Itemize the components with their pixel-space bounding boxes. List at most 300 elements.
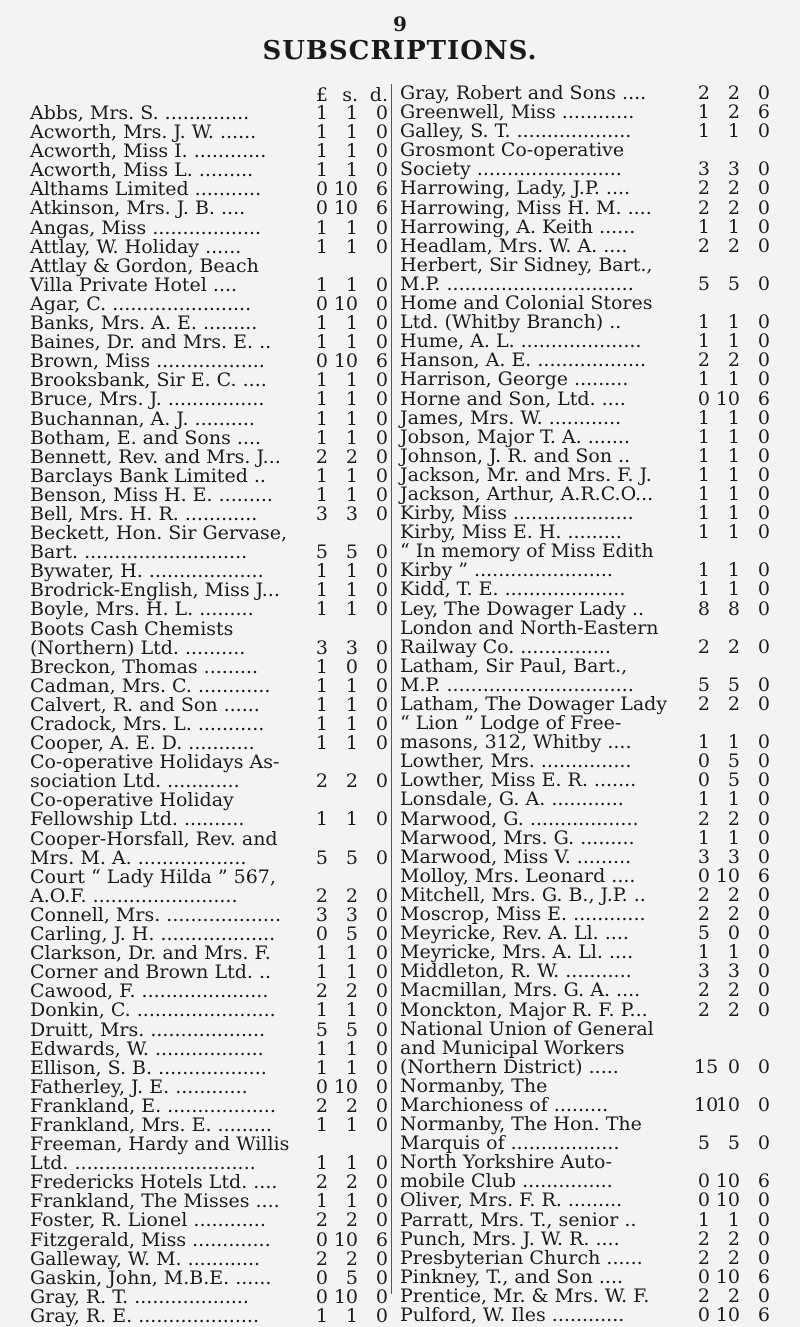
pounds-amount: 0 xyxy=(315,1228,328,1251)
subscriber-name: Carling, J. H. ................... xyxy=(30,923,276,946)
shillings-amount: 10 xyxy=(333,292,358,315)
pounds-amount: 1 xyxy=(315,1113,328,1136)
pence-amount: 0 xyxy=(375,426,388,449)
pounds-amount: 5 xyxy=(697,1132,710,1155)
subscriber-name: Fredericks Hotels Ltd. .... xyxy=(30,1171,278,1194)
subscriber-name: Fatherley, J. E. ............ xyxy=(30,1075,248,1098)
shillings-amount: 1 xyxy=(345,121,358,144)
pounds-amount: 1 xyxy=(697,502,710,525)
subscriber-name: Atkinson, Mrs. J. B. .... xyxy=(30,197,246,220)
subscriber-name: Lowther, Miss E. R. ....... xyxy=(400,769,637,792)
subscription-row xyxy=(400,387,770,410)
pence-amount: 0 xyxy=(375,292,388,315)
shillings-amount: 1 xyxy=(345,312,358,335)
subscription-row xyxy=(30,1037,388,1060)
shillings-amount: 1 xyxy=(345,713,358,735)
shillings-amount: 1 xyxy=(727,215,740,238)
subscription-row xyxy=(30,254,388,296)
subscriber-name: James, Mrs. W. ............ xyxy=(400,406,622,429)
pounds-amount: 5 xyxy=(315,846,328,869)
shillings-amount: 1 xyxy=(727,311,740,334)
subscription-row xyxy=(30,827,388,869)
pounds-amount: 10 xyxy=(694,1093,719,1116)
subscriber-name: Normanby, The Hon. The Marquis of .................. xyxy=(400,1113,642,1155)
pounds-amount: 0 xyxy=(315,1266,328,1289)
pounds-amount: 1 xyxy=(315,1037,328,1060)
pence-amount: 0 xyxy=(757,998,770,1021)
pence-amount: 0 xyxy=(375,961,388,984)
pence-amount: 6 xyxy=(757,1304,770,1326)
subscription-row xyxy=(400,406,770,429)
subscriber-name: Grosmont Co-operative Society ........................ xyxy=(400,139,625,181)
pounds-amount: 1 xyxy=(315,1190,328,1213)
shillings-amount: 2 xyxy=(727,1227,740,1250)
subscription-row xyxy=(400,1115,770,1153)
subscription-row xyxy=(30,1135,388,1173)
pounds-amount: 2 xyxy=(315,980,328,1003)
pence-amount: 0 xyxy=(757,826,770,849)
pence-amount: 0 xyxy=(757,1227,770,1250)
subscriber-name: Harrowing, Miss H. M. .... xyxy=(400,196,652,219)
subscriber-name: Kidd, T. E. .................... xyxy=(400,578,626,601)
subscriber-name: Ley, The Dowager Lady .. xyxy=(400,597,645,620)
pence-amount: 0 xyxy=(757,922,770,945)
pence-amount: 0 xyxy=(757,769,770,792)
subscriber-name: Harrowing, Lady, J.P. .... xyxy=(400,177,631,200)
subscriber-name: Althams Limited ........... xyxy=(30,178,262,201)
subscriber-name: Brown, Miss .................. xyxy=(30,350,265,373)
subscriber-name: Boots Cash Chemists (Northern) Ltd. .......... xyxy=(30,617,246,659)
pence-amount: 0 xyxy=(375,1113,388,1136)
pence-amount: 0 xyxy=(375,216,388,239)
shillings-amount: 1 xyxy=(727,406,740,429)
shillings-amount: 1 xyxy=(345,483,358,506)
shillings-amount: 0 xyxy=(727,922,740,945)
pence-amount: 6 xyxy=(757,1265,770,1288)
pence-amount: 0 xyxy=(757,158,770,181)
pence-amount: 0 xyxy=(757,521,770,544)
subscriber-name: Foster, R. Lionel ............ xyxy=(30,1209,266,1232)
shillings-amount: 1 xyxy=(727,941,740,964)
pounds-amount: 1 xyxy=(315,235,328,258)
subscription-row xyxy=(400,294,770,332)
pounds-amount: 1 xyxy=(315,312,328,335)
subscriber-name: Freeman, Hardy and Willis Ltd. .............................. xyxy=(30,1133,290,1175)
pounds-amount: 2 xyxy=(697,1246,710,1269)
subscriber-name: Lonsdale, G. A. ............ xyxy=(400,788,624,811)
shillings-amount: 5 xyxy=(345,923,358,946)
subscriber-name: “ In memory of Miss Edith Kirby ” ....................... xyxy=(400,540,654,582)
shillings-amount: 3 xyxy=(345,502,358,525)
subscriber-name: Kirby, Miss .................... xyxy=(400,502,634,525)
pence-amount: 0 xyxy=(375,579,388,602)
subscription-row xyxy=(30,655,388,678)
shillings-amount: 1 xyxy=(345,407,358,430)
shillings-amount: 0 xyxy=(727,1055,740,1078)
pounds-amount: 3 xyxy=(315,636,328,659)
pence-amount: 0 xyxy=(375,312,388,335)
pence-amount: 0 xyxy=(757,1189,770,1212)
pounds-amount: 1 xyxy=(315,483,328,506)
subscriber-name: Lowther, Mrs. ............... xyxy=(400,750,632,773)
subscriber-name: Harrowing, A. Keith ...... xyxy=(400,215,636,238)
subscription-row xyxy=(400,370,770,389)
pence-amount: 0 xyxy=(757,941,770,964)
pounds-amount: 0 xyxy=(697,387,710,410)
subscription-row xyxy=(400,807,770,830)
pence-amount: 6 xyxy=(375,1228,388,1251)
subscriber-name: Marwood, G. .................. xyxy=(400,807,639,830)
shillings-amount: 10 xyxy=(715,1189,740,1212)
subscription-row xyxy=(400,654,770,696)
pence-amount: 6 xyxy=(757,1170,770,1193)
shillings-amount: 1 xyxy=(345,1113,358,1136)
subscriber-name: Court “ Lady Hilda ” 567, A.O.F. ........................ xyxy=(30,865,276,907)
pence-amount: 0 xyxy=(757,120,770,143)
shillings-amount: 1 xyxy=(727,788,740,811)
pence-amount: 0 xyxy=(375,1209,388,1232)
shillings-amount: 2 xyxy=(345,770,358,793)
pounds-amount: 2 xyxy=(315,884,328,907)
pounds-amount: 1 xyxy=(315,102,328,124)
pence-amount: 0 xyxy=(757,979,770,1002)
subscription-row xyxy=(400,1306,770,1325)
pounds-amount: 0 xyxy=(697,864,710,887)
shillings-amount: 2 xyxy=(345,884,358,907)
pounds-amount: 3 xyxy=(697,960,710,983)
subscription-row xyxy=(30,1247,388,1270)
subscription-row xyxy=(30,753,388,791)
pounds-amount: 1 xyxy=(315,407,328,430)
pence-amount: 0 xyxy=(375,923,388,946)
pounds-amount: 1 xyxy=(315,674,328,697)
right-subscription-list xyxy=(400,84,770,1325)
pounds-amount: 0 xyxy=(315,197,328,220)
column-divider xyxy=(391,84,392,1294)
shillings-amount: 1 xyxy=(345,235,358,258)
shillings-amount: 1 xyxy=(727,502,740,525)
subscription-row xyxy=(400,1208,770,1231)
subscriber-name: Acworth, Miss L. ......... xyxy=(30,159,254,182)
pence-amount: 0 xyxy=(375,407,388,430)
subscription-row xyxy=(30,617,388,659)
pounds-amount: 2 xyxy=(315,445,328,468)
pence-amount: 0 xyxy=(757,1284,770,1307)
subscriber-name: Corner and Brown Ltd. .. xyxy=(30,961,272,984)
pence-amount: 0 xyxy=(757,597,770,620)
pence-amount: 0 xyxy=(375,980,388,1003)
subscription-row xyxy=(30,464,388,487)
shillings-amount: 1 xyxy=(727,826,740,849)
pounds-amount: 1 xyxy=(697,425,710,448)
pounds-amount: 5 xyxy=(315,1018,328,1041)
pounds-amount: 0 xyxy=(697,1265,710,1288)
shillings-amount: 1 xyxy=(345,1152,358,1175)
pence-amount: 0 xyxy=(375,1285,388,1308)
pence-amount: 0 xyxy=(375,159,388,182)
subscriber-name: Oliver, Mrs. F. R. ......... xyxy=(400,1189,623,1212)
subscription-row xyxy=(400,580,770,599)
subscription-row xyxy=(30,1285,388,1308)
subscription-row xyxy=(400,1017,770,1078)
subscriber-name: Mitchell, Mrs. G. B., J.P. .. xyxy=(400,883,646,906)
subscriber-name: Breckon, Thomas ......... xyxy=(30,655,259,678)
pence-amount: 0 xyxy=(757,502,770,525)
subscriber-name: Ellison, S. B. .................. xyxy=(30,1056,267,1079)
shillings-amount: 10 xyxy=(715,387,740,410)
subscription-row xyxy=(30,426,388,449)
subscriber-name: Headlam, Mrs. W. A. .... xyxy=(400,234,628,257)
pounds-amount: 1 xyxy=(315,1056,328,1079)
left-subscriptions-column xyxy=(30,84,388,1326)
subscription-row xyxy=(400,444,770,467)
subscriber-name: Co-operative Holidays As- sociation Ltd. ............ xyxy=(30,751,280,793)
pounds-amount: 2 xyxy=(697,82,710,104)
shillings-amount: 1 xyxy=(345,598,358,621)
subscriber-name: Prentice, Mr. & Mrs. W. F. xyxy=(400,1284,650,1307)
subscriber-name: Abbs, Mrs. S. .............. xyxy=(30,102,250,124)
shillings-amount: 2 xyxy=(727,635,740,658)
shillings-amount: 1 xyxy=(345,464,358,487)
page-title: SUBSCRIPTIONS. xyxy=(262,36,538,66)
pence-amount: 0 xyxy=(757,578,770,601)
pence-amount: 0 xyxy=(757,883,770,906)
subscription-row xyxy=(400,998,770,1021)
pounds-amount: 2 xyxy=(315,1247,328,1270)
subscriber-name: Acworth, Miss I. ............ xyxy=(30,140,267,163)
subscription-row xyxy=(30,1001,388,1020)
pounds-amount: 1 xyxy=(315,961,328,984)
pounds-amount: 2 xyxy=(697,177,710,200)
subscription-row xyxy=(400,1284,770,1307)
subscriber-name: Harrison, George ......... xyxy=(400,368,629,391)
subscription-row xyxy=(400,253,770,295)
shillings-amount: 1 xyxy=(345,693,358,716)
subscriber-name: Pinkney, T., and Son .... xyxy=(400,1265,624,1288)
shillings-amount: 1 xyxy=(345,1056,358,1079)
pence-amount: 0 xyxy=(757,215,770,238)
pounds-amount: 1 xyxy=(315,999,328,1022)
shillings-amount: 1 xyxy=(345,942,358,965)
pounds-amount: 1 xyxy=(315,140,328,163)
subscriber-name: Johnson, J. R. and Son .. xyxy=(400,444,631,467)
pence-amount: 0 xyxy=(375,1304,388,1327)
pounds-amount: 3 xyxy=(697,845,710,868)
pence-amount: 0 xyxy=(375,732,388,755)
pounds-amount: 1 xyxy=(697,463,710,486)
pence-amount: 0 xyxy=(375,502,388,525)
pounds-amount: 1 xyxy=(697,101,710,124)
pounds-amount: 0 xyxy=(697,750,710,773)
pounds-amount: 1 xyxy=(315,579,328,602)
pence-amount: 0 xyxy=(375,1018,388,1041)
subscriber-name: Home and Colonial Stores Ltd. (Whitby Branch) .. xyxy=(400,292,653,334)
pounds-amount: 1 xyxy=(697,120,710,143)
shillings-amount: 1 xyxy=(345,1304,358,1327)
subscriber-name: Latham, Sir Paul, Bart., M.P. ............................... xyxy=(400,654,634,696)
subscriber-name: Hume, A. L. .................... xyxy=(400,330,642,353)
pence-amount: 0 xyxy=(375,636,388,659)
shillings-amount: 10 xyxy=(715,1304,740,1326)
pence-amount: 6 xyxy=(375,178,388,201)
shillings-amount: 2 xyxy=(727,82,740,104)
subscriber-name: Jobson, Major T. A. ....... xyxy=(400,425,630,448)
subscription-row xyxy=(400,1153,770,1191)
shillings-amount: 1 xyxy=(727,521,740,544)
pounds-amount: 1 xyxy=(697,559,710,582)
pounds-amount: 2 xyxy=(697,1284,710,1307)
pence-amount: 0 xyxy=(375,464,388,487)
pounds-amount: 1 xyxy=(697,215,710,238)
shillings-amount: 5 xyxy=(345,1018,358,1041)
shillings-amount: 2 xyxy=(727,807,740,830)
shillings-amount: 2 xyxy=(727,903,740,926)
shillings-amount: 2 xyxy=(727,883,740,906)
pounds-amount: 0 xyxy=(697,1304,710,1326)
subscriber-name: Beckett, Hon. Sir Gervase, Bart. ........................... xyxy=(30,522,288,564)
shillings-amount: 2 xyxy=(345,1094,358,1117)
pence-amount: 0 xyxy=(757,635,770,658)
subscription-row xyxy=(400,597,770,620)
shillings-amount: 2 xyxy=(727,234,740,257)
pounds-amount: 0 xyxy=(697,769,710,792)
pence-amount: 0 xyxy=(375,770,388,793)
subscriber-name: Cooper, A. E. D. ........... xyxy=(30,732,255,755)
subscription-row xyxy=(30,1018,388,1041)
pounds-amount: 1 xyxy=(315,464,328,487)
shillings-amount: 0 xyxy=(345,655,358,678)
shillings-amount: 1 xyxy=(727,559,740,582)
subscriber-name: Parratt, Mrs. T., senior .. xyxy=(400,1208,637,1231)
pence-amount: 0 xyxy=(375,1094,388,1117)
shillings-amount: 1 xyxy=(345,674,358,697)
pounds-amount: 1 xyxy=(697,330,710,353)
pounds-amount: 1 xyxy=(697,444,710,467)
pounds-amount: 0 xyxy=(315,1075,328,1098)
pence-amount: 0 xyxy=(757,1132,770,1155)
shillings-amount: 5 xyxy=(345,541,358,564)
pounds-amount: 1 xyxy=(315,1304,328,1327)
shillings-amount: 2 xyxy=(345,1209,358,1232)
shillings-amount: 2 xyxy=(727,998,740,1021)
subscriber-name: Middleton, R. W. ........... xyxy=(400,960,632,983)
pounds-amount: 5 xyxy=(315,541,328,564)
subscriber-name: Kirby, Miss E. H. ......... xyxy=(400,521,622,544)
subscription-row xyxy=(400,215,770,238)
pence-amount: 0 xyxy=(375,235,388,258)
shillings-amount: 1 xyxy=(345,331,358,354)
pence-amount: 0 xyxy=(757,750,770,773)
shillings-header: s. xyxy=(342,84,358,106)
pounds-amount: 3 xyxy=(315,903,328,926)
subscriber-name: Presbyterian Church ...... xyxy=(400,1246,643,1269)
subscription-row xyxy=(30,216,388,239)
pounds-amount: 3 xyxy=(697,158,710,181)
pence-amount: 0 xyxy=(375,1152,388,1175)
pounds-amount: 1 xyxy=(315,273,328,296)
subscriber-name: London and North-Eastern Railway Co. ............... xyxy=(400,616,659,658)
shillings-amount: 1 xyxy=(345,273,358,296)
subscription-row xyxy=(400,542,770,580)
shillings-amount: 8 xyxy=(727,597,740,620)
shillings-amount: 1 xyxy=(345,560,358,583)
pence-amount: 0 xyxy=(375,1037,388,1060)
shillings-amount: 2 xyxy=(727,196,740,219)
shillings-amount: 5 xyxy=(727,272,740,295)
subscriber-name: Baines, Dr. and Mrs. E. .. xyxy=(30,331,272,354)
pence-amount: 0 xyxy=(375,1190,388,1213)
shillings-amount: 1 xyxy=(345,961,358,984)
shillings-amount: 1 xyxy=(345,808,358,831)
subscriber-name: Calvert, R. and Son ...... xyxy=(30,693,260,716)
subscription-row xyxy=(400,179,770,198)
shillings-amount: 10 xyxy=(333,197,358,220)
pounds-amount: 2 xyxy=(697,196,710,219)
pounds-amount: 2 xyxy=(697,998,710,1021)
subscription-row xyxy=(30,1056,388,1079)
pounds-amount: 1 xyxy=(697,1208,710,1231)
shillings-amount: 2 xyxy=(727,693,740,715)
shillings-amount: 1 xyxy=(727,425,740,448)
pounds-amount: 2 xyxy=(697,693,710,715)
shillings-amount: 3 xyxy=(727,845,740,868)
pounds-amount: 0 xyxy=(697,1170,710,1193)
shillings-amount: 1 xyxy=(345,388,358,411)
subscriber-name: Druitt, Mrs. ................... xyxy=(30,1018,266,1041)
subscriber-name: Frankland, The Misses .... xyxy=(30,1190,280,1213)
pence-amount: 0 xyxy=(757,463,770,486)
pence-amount: 0 xyxy=(375,903,388,926)
subscription-row xyxy=(400,1227,770,1250)
pence-amount: 0 xyxy=(375,140,388,163)
shillings-amount: 1 xyxy=(345,216,358,239)
pounds-amount: 1 xyxy=(315,560,328,583)
pence-amount: 0 xyxy=(375,331,388,354)
pence-amount: 0 xyxy=(757,177,770,200)
subscription-row xyxy=(30,390,388,409)
subscriber-name: Frankland, E. .................. xyxy=(30,1094,276,1117)
pence-amount: 0 xyxy=(757,272,770,295)
pence-amount: 0 xyxy=(375,942,388,965)
pounds-amount: 1 xyxy=(315,369,328,392)
subscription-row xyxy=(400,826,770,849)
pounds-amount: 2 xyxy=(697,234,710,257)
pence-amount: 0 xyxy=(375,1247,388,1270)
subscriber-name: Buchannan, A. J. .......... xyxy=(30,407,255,430)
pence-amount: 0 xyxy=(757,82,770,104)
subscriber-name: Gray, R. T. ................... xyxy=(30,1285,249,1308)
subscriber-name: Moscrop, Miss E. ............ xyxy=(400,903,646,926)
subscriber-name: Pulford, W. Iles ............ xyxy=(400,1304,625,1326)
pence-amount: 6 xyxy=(757,101,770,124)
subscriber-name: Brooksbank, Sir E. C. .... xyxy=(30,369,267,392)
pounds-amount: 2 xyxy=(697,903,710,926)
subscription-row xyxy=(400,196,770,219)
pounds-amount: 5 xyxy=(697,272,710,295)
pence-amount: 0 xyxy=(375,808,388,831)
pounds-amount: 2 xyxy=(315,1171,328,1194)
pence-amount: 0 xyxy=(757,960,770,983)
subscriber-name: Donkin, C. ....................... xyxy=(30,999,276,1022)
shillings-amount: 3 xyxy=(345,903,358,926)
pounds-amount: 5 xyxy=(697,673,710,696)
subscriber-name: Meyricke, Rev. A. Ll. .... xyxy=(400,922,629,945)
subscriber-name: Gaskin, John, M.B.E. ...... xyxy=(30,1266,272,1289)
subscriber-name: Attlay & Gordon, Beach Villa Private Hotel .... xyxy=(30,254,259,296)
pounds-amount: 1 xyxy=(697,406,710,429)
subscriber-name: Hanson, A. E. .................. xyxy=(400,349,647,372)
pence-amount: 0 xyxy=(375,369,388,392)
